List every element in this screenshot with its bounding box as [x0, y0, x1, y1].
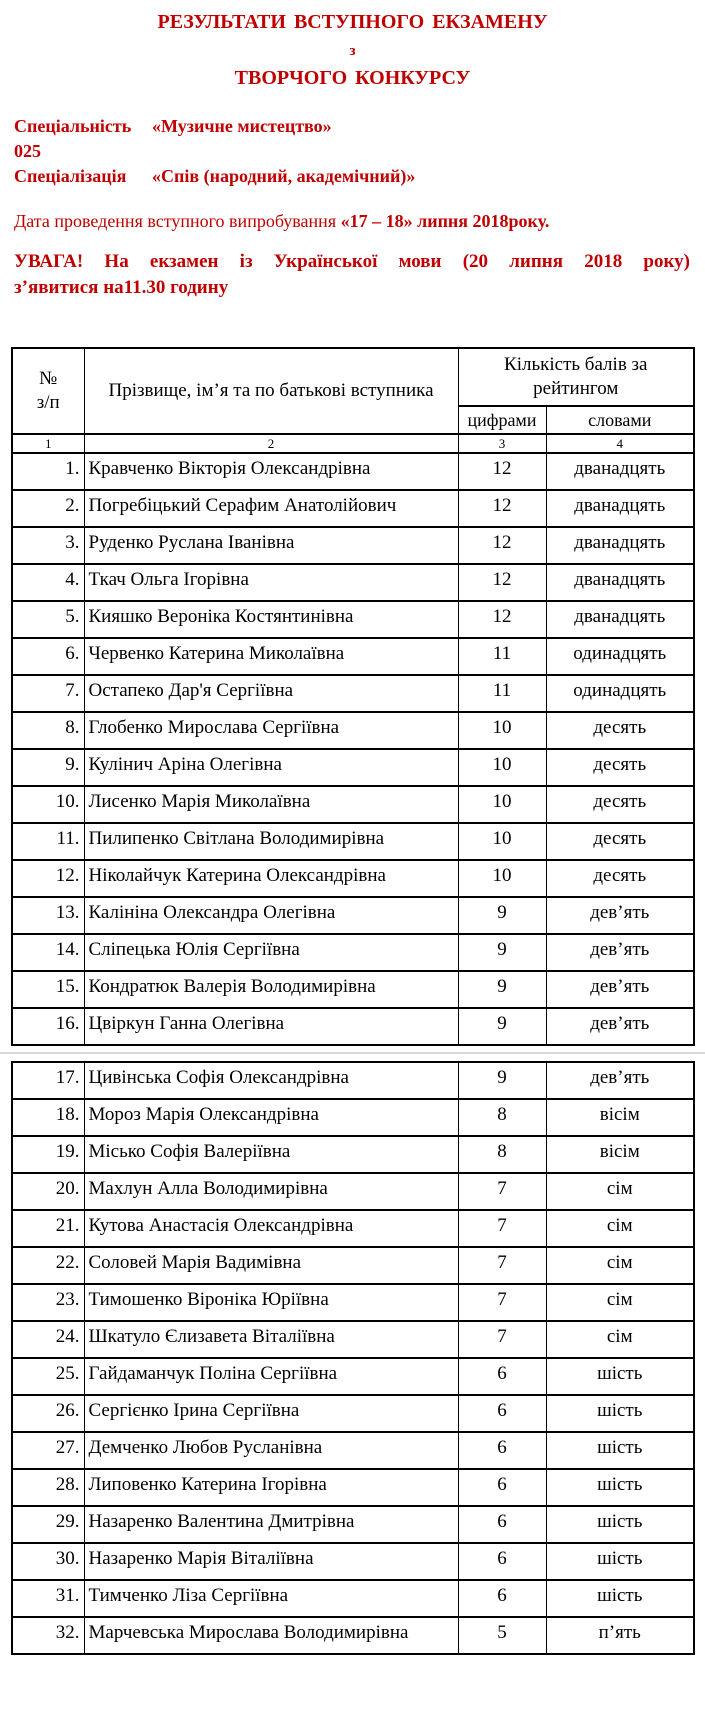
applicant-name: Місько Софія Валеріївна: [84, 1136, 458, 1173]
score-words: сім: [546, 1284, 694, 1321]
table-row: [12, 1008, 694, 1045]
score-words: вісім: [546, 1136, 694, 1173]
score-digits: 12: [458, 601, 546, 638]
score-digits: 12: [458, 453, 546, 490]
column-index-2: 2: [84, 434, 458, 453]
exam-date-prefix: Дата проведення вступного випробування: [14, 211, 341, 231]
applicant-name: Кравченко Вікторія Олександрівна: [84, 453, 458, 490]
row-number: 21.: [12, 1210, 84, 1247]
applicant-name: Глобенко Мирослава Сергіївна: [84, 712, 458, 749]
row-number: 32.: [12, 1617, 84, 1654]
applicant-name: Цвіркун Ганна Олегівна: [84, 1008, 458, 1045]
applicant-name: Махлун Алла Володимирівна: [84, 1173, 458, 1210]
row-number: 30.: [12, 1543, 84, 1580]
applicant-name: Ніколайчук Катерина Олександрівна: [84, 860, 458, 897]
specialization-value: «Спів (народний, академічний)»: [152, 166, 416, 186]
column-header-digits: цифрами: [458, 406, 546, 434]
row-number: 26.: [12, 1395, 84, 1432]
score-digits: 10: [458, 823, 546, 860]
page-title-connector: з: [349, 43, 356, 59]
attention-notice-line2: з’явитися на11.30 годину: [14, 277, 229, 298]
attention-notice-line1: УВАГА! На екзамен із Української мови (20 липня 2018 року): [14, 251, 690, 272]
score-words: сім: [546, 1210, 694, 1247]
applicant-name: Червенко Катерина Миколаївна: [84, 638, 458, 675]
applicant-name: Лисенко Марія Миколаївна: [84, 786, 458, 823]
score-digits: 6: [458, 1432, 546, 1469]
table-row: [12, 1099, 694, 1136]
table-row: [12, 786, 694, 823]
score-words: шість: [546, 1543, 694, 1580]
score-digits: 10: [458, 712, 546, 749]
applicant-name: Демченко Любов Русланівна: [84, 1432, 458, 1469]
specialization-label: Спеціалізація: [14, 166, 127, 186]
row-number: 29.: [12, 1506, 84, 1543]
row-number: 25.: [12, 1358, 84, 1395]
applicant-name: Липовенко Катерина Ігорівна: [84, 1469, 458, 1506]
score-digits: 11: [458, 675, 546, 712]
table-row: [12, 1247, 694, 1284]
results-table-part2: [11, 1061, 695, 1655]
page-title: РЕЗУЛЬТАТИ ВСТУПНОГО ЕКЗАМЕНУ: [157, 11, 548, 33]
score-words: сім: [546, 1247, 694, 1284]
score-digits: 7: [458, 1210, 546, 1247]
score-words: сім: [546, 1173, 694, 1210]
applicant-name: Кутова Анастасія Олександрівна: [84, 1210, 458, 1247]
row-number: 18.: [12, 1099, 84, 1136]
table-row: [12, 1580, 694, 1617]
table-row: [12, 712, 694, 749]
column-index-4: 4: [546, 434, 694, 453]
score-digits: 6: [458, 1358, 546, 1395]
score-words: десять: [546, 823, 694, 860]
score-words: десять: [546, 860, 694, 897]
exam-date-value: «17 – 18» липня 2018року.: [340, 211, 550, 231]
column-header-number-line2: з/п: [36, 392, 60, 413]
table-row: [12, 564, 694, 601]
score-words: десять: [546, 749, 694, 786]
score-digits: 10: [458, 786, 546, 823]
applicant-name: Кулінич Аріна Олегівна: [84, 749, 458, 786]
row-number: 7.: [12, 675, 84, 712]
document-title-block: [0, 0, 705, 90]
column-header-number-line1: №: [39, 368, 58, 389]
column-header-number: [12, 348, 84, 434]
specialty-label: Спеціальність 025: [14, 116, 132, 161]
applicant-name: Ткач Ольга Ігорівна: [84, 564, 458, 601]
applicant-name: Цивінська Софія Олександрівна: [84, 1062, 458, 1099]
score-digits: 6: [458, 1580, 546, 1617]
score-digits: 11: [458, 638, 546, 675]
score-words: дев’ять: [546, 934, 694, 971]
row-number: 15.: [12, 971, 84, 1008]
exam-date-line: [14, 209, 690, 233]
score-words: шість: [546, 1580, 694, 1617]
table-header-row: [12, 348, 694, 406]
score-words: шість: [546, 1506, 694, 1543]
table-row: [12, 1136, 694, 1173]
score-digits: 5: [458, 1617, 546, 1654]
table-row: [12, 1284, 694, 1321]
score-words: одинадцять: [546, 638, 694, 675]
specialty-row: [14, 114, 690, 164]
score-words: сім: [546, 1321, 694, 1358]
score-digits: 6: [458, 1395, 546, 1432]
score-words: дванадцять: [546, 453, 694, 490]
score-digits: 6: [458, 1469, 546, 1506]
row-number: 28.: [12, 1469, 84, 1506]
score-words: шість: [546, 1395, 694, 1432]
score-digits: 8: [458, 1136, 546, 1173]
applicant-name: Марчевська Мирослава Володимирівна: [84, 1617, 458, 1654]
score-words: шість: [546, 1358, 694, 1395]
page-subtitle: ТВОРЧОГО КОНКУРСУ: [234, 67, 471, 89]
table-row: [12, 638, 694, 675]
column-index-1: 1: [12, 434, 84, 453]
score-words: дванадцять: [546, 601, 694, 638]
table-row: [12, 1432, 694, 1469]
score-digits: 12: [458, 490, 546, 527]
score-words: дванадцять: [546, 564, 694, 601]
table-row: [12, 527, 694, 564]
applicant-name: Руденко Руслана Іванівна: [84, 527, 458, 564]
column-header-name: Прізвище, ім’я та по батькові вступника: [84, 348, 458, 434]
score-words: дванадцять: [546, 527, 694, 564]
score-words: вісім: [546, 1099, 694, 1136]
table-row: [12, 897, 694, 934]
row-number: 8.: [12, 712, 84, 749]
score-words: п’ять: [546, 1617, 694, 1654]
row-number: 14.: [12, 934, 84, 971]
row-number: 2.: [12, 490, 84, 527]
score-digits: 7: [458, 1173, 546, 1210]
column-index-3: 3: [458, 434, 546, 453]
row-number: 4.: [12, 564, 84, 601]
specialization-row: [14, 164, 690, 189]
score-digits: 7: [458, 1321, 546, 1358]
applicant-name: Соловей Марія Вадимівна: [84, 1247, 458, 1284]
table-row: [12, 1173, 694, 1210]
table-row: [12, 1543, 694, 1580]
table-row: [12, 1617, 694, 1654]
score-digits: 7: [458, 1247, 546, 1284]
score-words: дев’ять: [546, 1008, 694, 1045]
attention-notice: [14, 249, 690, 301]
row-number: 20.: [12, 1173, 84, 1210]
applicant-name: Гайдаманчук Поліна Сергіївна: [84, 1358, 458, 1395]
score-digits: 10: [458, 860, 546, 897]
table-row: [12, 490, 694, 527]
row-number: 3.: [12, 527, 84, 564]
table-row: [12, 1358, 694, 1395]
score-words: десять: [546, 712, 694, 749]
table-row: [12, 860, 694, 897]
applicant-name: Пилипенко Світлана Володимирівна: [84, 823, 458, 860]
row-number: 16.: [12, 1008, 84, 1045]
score-words: шість: [546, 1432, 694, 1469]
table-row: [12, 453, 694, 490]
row-number: 17.: [12, 1062, 84, 1099]
table-row: [12, 1395, 694, 1432]
row-number: 6.: [12, 638, 84, 675]
table-row: [12, 1210, 694, 1247]
applicant-name: Шкатуло Єлизавета Віталіївна: [84, 1321, 458, 1358]
row-number: 1.: [12, 453, 84, 490]
table-column-numbering-row: [12, 434, 694, 453]
score-digits: 10: [458, 749, 546, 786]
score-digits: 12: [458, 527, 546, 564]
applicant-name: Тимченко Ліза Сергіївна: [84, 1580, 458, 1617]
score-digits: 12: [458, 564, 546, 601]
score-digits: 7: [458, 1284, 546, 1321]
applicant-name: Тимошенко Віроніка Юріївна: [84, 1284, 458, 1321]
column-header-score-group: Кількість балів за рейтингом: [458, 348, 694, 406]
score-digits: 9: [458, 971, 546, 1008]
row-number: 24.: [12, 1321, 84, 1358]
row-number: 19.: [12, 1136, 84, 1173]
score-digits: 9: [458, 934, 546, 971]
column-header-words: словами: [546, 406, 694, 434]
applicant-name: Сергієнко Ірина Сергіївна: [84, 1395, 458, 1432]
score-digits: 6: [458, 1543, 546, 1580]
score-digits: 9: [458, 1008, 546, 1045]
applicant-name: Погребіцький Серафим Анатолійович: [84, 490, 458, 527]
row-number: 11.: [12, 823, 84, 860]
table-row: [12, 823, 694, 860]
table-row: [12, 1469, 694, 1506]
applicant-name: Назаренко Марія Віталіївна: [84, 1543, 458, 1580]
applicant-name: Кияшко Вероніка Костянтинівна: [84, 601, 458, 638]
score-words: одинадцять: [546, 675, 694, 712]
applicant-name: Сліпецька Юлія Сергіївна: [84, 934, 458, 971]
row-number: 9.: [12, 749, 84, 786]
row-number: 12.: [12, 860, 84, 897]
applicant-name: Мороз Марія Олександрівна: [84, 1099, 458, 1136]
table-row: [12, 1062, 694, 1099]
table-row: [12, 971, 694, 1008]
score-digits: 8: [458, 1099, 546, 1136]
score-digits: 9: [458, 897, 546, 934]
table-row: [12, 934, 694, 971]
specialty-block: [14, 114, 690, 189]
table-row: [12, 1506, 694, 1543]
row-number: 27.: [12, 1432, 84, 1469]
applicant-name: Назаренко Валентина Дмитрівна: [84, 1506, 458, 1543]
applicant-name: Кондратюк Валерія Володимирівна: [84, 971, 458, 1008]
specialty-value: «Музичне мистецтво»: [152, 116, 332, 136]
results-table-part1: [11, 347, 695, 1046]
row-number: 23.: [12, 1284, 84, 1321]
score-digits: 9: [458, 1062, 546, 1099]
score-words: дев’ять: [546, 1062, 694, 1099]
score-words: дев’ять: [546, 971, 694, 1008]
table-row: [12, 675, 694, 712]
row-number: 5.: [12, 601, 84, 638]
applicant-name: Остапеко Дар'я Сергіївна: [84, 675, 458, 712]
score-words: шість: [546, 1469, 694, 1506]
row-number: 13.: [12, 897, 84, 934]
row-number: 10.: [12, 786, 84, 823]
score-digits: 6: [458, 1506, 546, 1543]
row-number: 31.: [12, 1580, 84, 1617]
page-break-divider: [0, 1052, 705, 1054]
score-words: дев’ять: [546, 897, 694, 934]
score-words: десять: [546, 786, 694, 823]
applicant-name: Калініна Олександра Олегівна: [84, 897, 458, 934]
row-number: 22.: [12, 1247, 84, 1284]
table-row: [12, 601, 694, 638]
score-words: дванадцять: [546, 490, 694, 527]
table-row: [12, 749, 694, 786]
table-row: [12, 1321, 694, 1358]
